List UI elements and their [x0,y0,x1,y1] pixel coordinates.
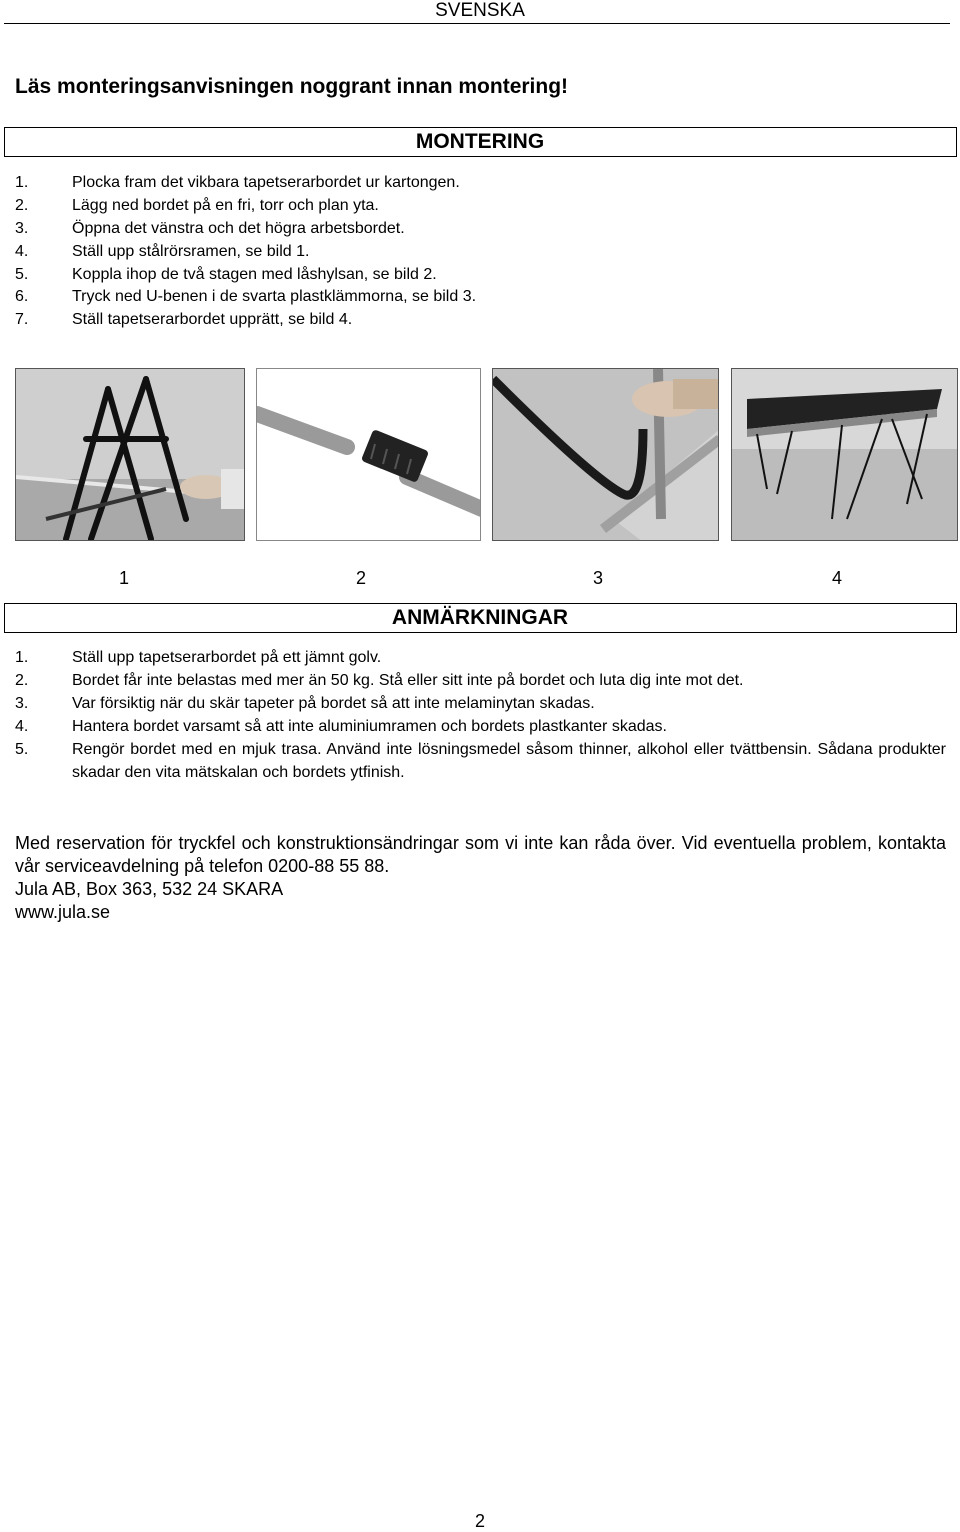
step-number: 7. [15,311,29,329]
figure-label: 3 [593,568,604,588]
company-address: Jula AB, Box 363, 532 24 SKARA [15,879,284,899]
step-text: Plocka fram det vikbara tapetserarbordet ur kartongen. [72,174,460,191]
step-number: 3. [15,219,29,237]
footer [15,832,946,924]
note-text: Rengör bordet med en mjuk trasa. Använd inte lösningsmedel såsom thinner, alkohol eller tvättbensin. Sådana produkter skadar den vita mätskalan och bordets ytfinish. [72,741,946,781]
photo-lock-sleeve [256,368,481,541]
photo-table-upright [731,368,958,541]
figure-label: 2 [356,568,367,588]
note-text: Ställ upp tapetserarbordet på ett jämnt golv. [72,649,382,666]
step-text: Koppla ihop de två stagen med låshylsan, se bild 2. [72,265,437,283]
note-number: 4. [15,718,29,735]
step-number: 4. [15,242,29,260]
step-text: Ställ upp stålrörsramen, se bild 1. [72,242,310,260]
header-divider [4,23,950,24]
anmarkningar-notes [0,646,960,784]
step-number: 1. [15,174,29,191]
list-item [0,715,960,738]
montering-title: MONTERING [415,130,545,153]
photo-u-leg-clip [492,368,719,541]
note-text: Bordet får inte belastas med mer än 50 kg. Stå eller sitt inte på bordet och luta dig inte mot det. [72,672,744,689]
anmarkningar-title: ANMÄRKNINGAR [391,606,569,629]
note-text: Hantera bordet varsamt så att inte aluminiumramen och bordets plastkanter skadas. [72,718,667,735]
step-number: 5. [15,265,29,283]
language-header: SVENSKA [435,0,525,21]
note-number: 3. [15,695,29,712]
list-item [0,669,960,692]
step-text: Öppna det vänstra och det högra arbetsbordet. [72,219,405,237]
step-text: Lägg ned bordet på en fri, torr och plan yta. [72,196,379,214]
disclaimer-text: Med reservation för tryckfel och konstruktionsändringar som vi inte kan råda över. Vid eventuella problem, kontakta vår serviceavdelning på telefon 0200-88 55 88. [15,833,946,876]
note-text: Var försiktig när du skär tapeter på bordet så att inte melaminytan skadas. [72,695,595,712]
warning-heading: Läs monteringsanvisningen noggrant innan montering! [15,75,569,98]
step-text: Ställ tapetserarbordet upprätt, se bild 4. [72,311,353,329]
step-text: Tryck ned U-benen i de svarta plastklämmorna, se bild 3. [72,288,477,306]
figure-label: 1 [119,568,130,588]
photo-frame-assembly [15,368,245,541]
list-item [0,646,960,669]
note-number: 5. [15,741,29,758]
note-number: 2. [15,672,29,689]
list-item [0,692,960,715]
website-link[interactable]: www.jula.se [15,902,111,922]
note-number: 1. [15,649,29,666]
page-number: 2 [474,1511,485,1531]
step-number: 6. [15,288,29,306]
list-item [0,738,960,784]
step-number: 2. [15,196,29,214]
figure-label: 4 [832,568,843,588]
